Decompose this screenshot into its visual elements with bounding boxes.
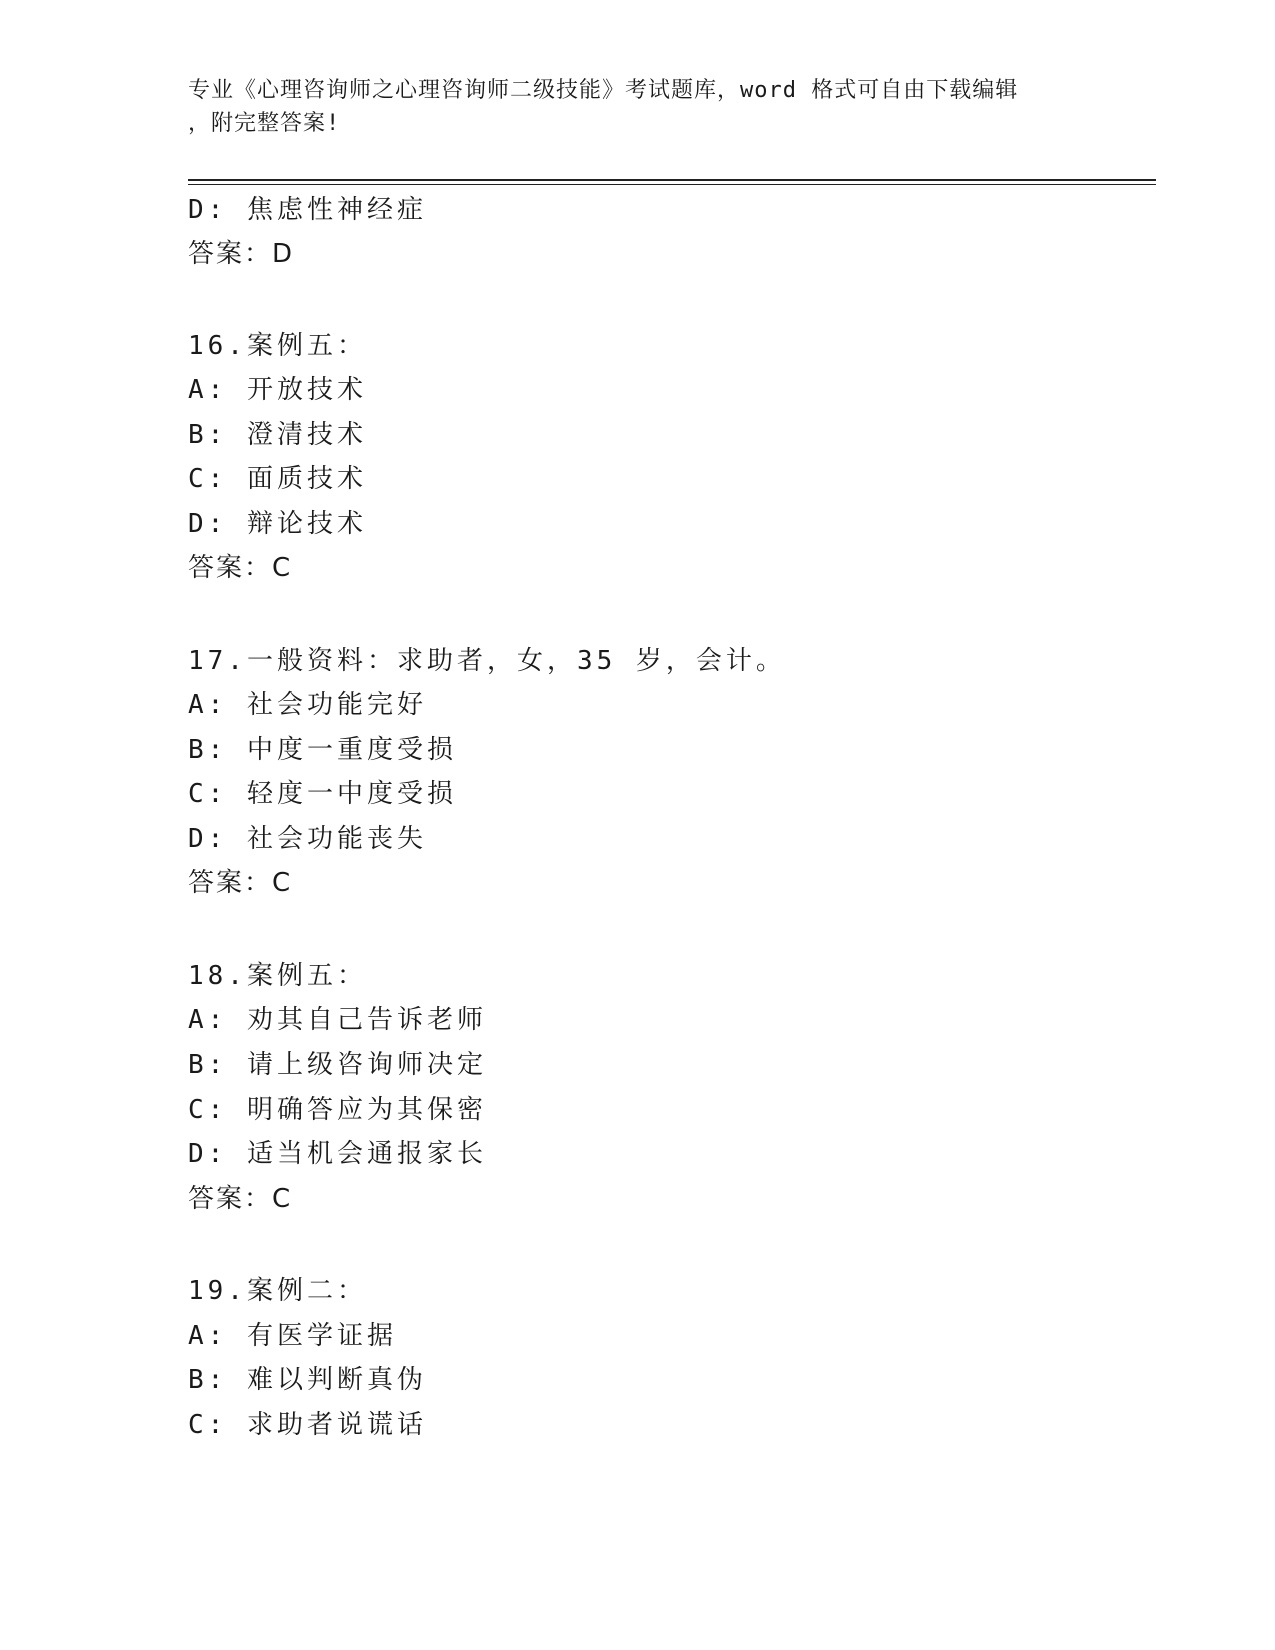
header-rule-thick (188, 179, 1156, 181)
header-line-2: ，附完整答案! (188, 111, 341, 136)
question-17-option-a: A: 社会功能完好 (188, 690, 427, 720)
header-line-1: 专业《心理咨询师之心理咨询师二级技能》考试题库，word 格式可自由下载编辑 (188, 78, 1019, 103)
header-rule-thin (188, 184, 1156, 185)
question-18-option-c: C: 明确答应为其保密 (188, 1095, 487, 1125)
question-18-answer: 答案：C (188, 1184, 293, 1214)
question-18-stem: 18.案例五： (188, 961, 367, 991)
question-17-option-b: B: 中度一重度受损 (188, 735, 457, 765)
question-16-option-b: B: 澄清技术 (188, 420, 367, 450)
question-16-answer: 答案：C (188, 553, 293, 583)
question-16-option-a: A: 开放技术 (188, 375, 367, 405)
question-19-stem: 19.案例二： (188, 1276, 367, 1306)
question-19-option-c: C: 求助者说谎话 (188, 1410, 427, 1440)
question-16-stem: 16.案例五： (188, 331, 367, 361)
question-19-option-b: B: 难以判断真伪 (188, 1365, 427, 1395)
prev-answer: 答案：D (188, 239, 295, 269)
question-16-option-d: D: 辩论技术 (188, 509, 367, 539)
question-18-option-b: B: 请上级咨询师决定 (188, 1050, 487, 1080)
question-17-option-c: C: 轻度一中度受损 (188, 779, 457, 809)
question-18-option-a: A: 劝其自己告诉老师 (188, 1005, 487, 1035)
question-18-option-d: D: 适当机会通报家长 (188, 1139, 487, 1169)
document-header (188, 74, 1088, 140)
prev-option-d: D: 焦虑性神经症 (188, 195, 427, 225)
question-17-option-d: D: 社会功能丧失 (188, 824, 427, 854)
question-17-stem: 17.一般资料：求助者，女，35 岁，会计。 (188, 646, 786, 676)
question-19-option-a: A: 有医学证据 (188, 1321, 397, 1351)
question-16-option-c: C: 面质技术 (188, 464, 367, 494)
question-17-answer: 答案：C (188, 868, 293, 898)
